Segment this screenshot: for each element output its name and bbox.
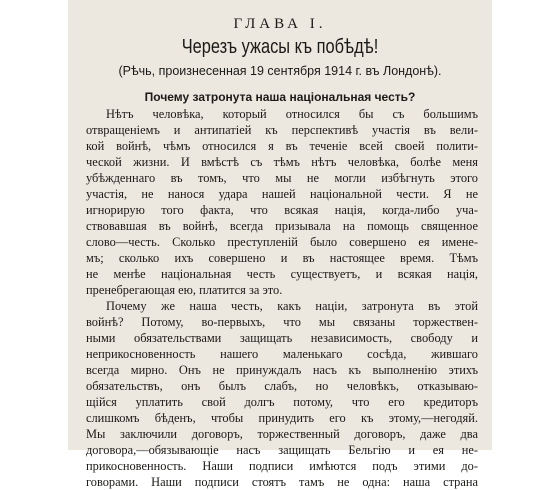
text-line: войнѣ? Потому, во-первыхъ, что мы связаны торжествен- bbox=[86, 315, 478, 329]
paragraph-1 bbox=[86, 106, 478, 298]
chapter-label: ГЛАВА I. bbox=[233, 16, 327, 32]
text-line: ческой жизни. И вмѣстѣ съ тѣмъ нѣтъ человѣка, болѣе меня bbox=[86, 155, 478, 169]
text-line: слишкомъ бѣденъ, чтобы принудить его къ этому,—негодяй. bbox=[86, 411, 478, 425]
text-line: Почему же наша честь, какъ націи, затронута въ этой bbox=[106, 299, 478, 313]
text-line: ствовавшая въ войнѣ, всегда призывала на помощь священное bbox=[86, 219, 478, 233]
text-line: слово—честь. Сколько преступленій было совершено ея имене- bbox=[86, 235, 478, 249]
text-line: неприкосновенность нашего маленькаго сосѣда, жившаго bbox=[86, 347, 478, 361]
chapter-subtitle: (Рѣчь, произнесенная 19 сентября 1914 г. въ Лондонѣ). bbox=[118, 64, 442, 78]
text-line: Нѣтъ человѣка, который относился бы съ большимъ bbox=[106, 107, 478, 121]
text-line: договора,—обязывающіе насъ защищать Бельгію и ея не- bbox=[86, 443, 478, 457]
text-line: игнорирую того факта, что всякая нація, когда-либо уча- bbox=[86, 203, 478, 217]
body-text bbox=[86, 106, 478, 490]
text-line: прикосновенность. Наши подписи имѣются подъ этими до- bbox=[86, 459, 478, 473]
text-line: обязательствъ, онъ былъ слабъ, но человѣкъ, отказываю- bbox=[86, 379, 478, 393]
text-line: отвращеніемъ и антипатіей къ перспективѣ участія въ вели- bbox=[86, 123, 478, 137]
text-line: всегда мирно. Онъ не принуждалъ насъ къ выполненію этихъ bbox=[86, 363, 478, 377]
text-line: мъ; сколько ихъ совершено и въ настоящее время. Тѣмъ bbox=[86, 251, 478, 265]
text-line: щійся уплатить свой долгъ потому, что его кредиторъ bbox=[86, 395, 478, 409]
text-line: не менѣе національная честь существуетъ, и всякая нація, bbox=[86, 267, 478, 281]
text-line: пренебрегающая ею, платится за это. bbox=[86, 283, 283, 297]
text-line: говорами. Наши подписи стоятъ тамъ не одна: наша страна bbox=[86, 475, 478, 489]
text-line: Мы заключили договоръ, торжественный договоръ, даже два bbox=[86, 427, 478, 441]
paragraph-2 bbox=[86, 298, 478, 490]
text-line: кой войнѣ, чѣмъ относился я въ теченіе всей своей полити- bbox=[86, 139, 478, 153]
text-line: убѣжденнаго въ томъ, что мы не могли избѣгнуть этого bbox=[86, 171, 478, 185]
text-line: ными обязательствами защищать независимость, свободу и bbox=[86, 331, 478, 345]
book-page bbox=[68, 0, 492, 489]
section-heading: Почему затронута наша національная честь? bbox=[144, 90, 416, 104]
chapter-title: Черезъ ужасы къ побѣдѣ! bbox=[181, 36, 379, 58]
text-line: участія, не нанося удара нашей національной чести. Я не bbox=[86, 187, 478, 201]
